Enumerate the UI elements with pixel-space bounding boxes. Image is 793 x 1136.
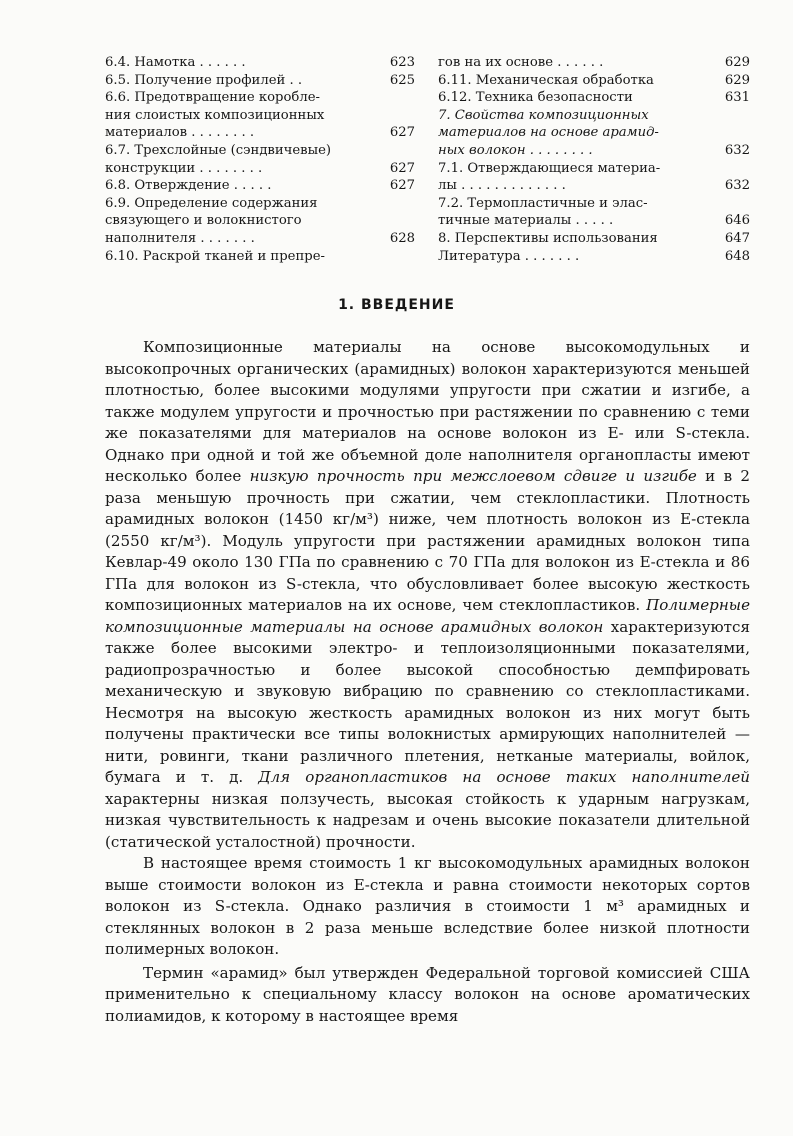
toc-entry-title: 6.10. Раскрой тканей и препре- [105, 248, 325, 264]
toc-left-column [105, 54, 415, 265]
toc-entry [105, 248, 415, 266]
toc-entry-page: 629 [724, 72, 750, 88]
toc-entry [438, 160, 750, 195]
toc-entry-title: 6.5. Получение профилей . . [105, 72, 303, 88]
italic-text-run: низкую прочность при межслоевом сдвиге и изгибе [249, 467, 697, 485]
toc-entry-page: 632 [724, 142, 750, 158]
toc-entry-page: 627 [389, 178, 415, 194]
toc-entry-title: 6.11. Механическая обработка [438, 72, 654, 88]
text-run: характеризуются также более высокими электро- и теплоизоляционными показателями, радиопрозрачностью и более высокой способностью демпфировать механическую и звуковую вибрацию по сравнению со стеклопластиками. Несмотря на высокую жесткость арамидных волокон из них могут быть получены практически все типы волокнистых армирующих наполнителей — нити, ровинги, ткани различного плетения, нетканые материалы, войлок, бумага и т. д. [105, 617, 750, 786]
toc-entry-page: 631 [724, 90, 750, 106]
toc-entry [438, 230, 750, 248]
body-text [105, 337, 750, 1027]
toc-entry [438, 195, 750, 230]
toc-entry [438, 54, 750, 72]
toc-entry-title: 6.6. Предотвращение коробле- ния слоистых композиционных материалов . . . . . . . . [105, 90, 325, 141]
toc-entry-title: 6.4. Намотка . . . . . . [105, 55, 246, 70]
toc-entry-title: 8. Перспективы использования [438, 230, 658, 246]
text-run: характерны низкая ползучесть, высокая стойкость к ударным нагрузкам, низкая чувствительность к надрезам и очень высокие показатели длительной (статической усталостной) прочности. [105, 789, 750, 851]
toc-entry-page: 648 [724, 248, 750, 264]
toc-entry-title: гов на их основе . . . . . . [438, 55, 604, 70]
toc-entry-title: 7. Свойства композиционных материалов на основе арамид- ных волокон . . . . . . . . [438, 107, 659, 158]
toc-entry-title: 7.1. Отверждающиеся материа- лы . . . . . . . . . . . . . [438, 160, 661, 194]
toc-entry-title: 7.2. Термопластичные и элас- тичные материалы . . . . . [438, 195, 648, 229]
toc-entry [438, 89, 750, 107]
toc-entry-page: 647 [724, 230, 750, 246]
toc-entry-page: 623 [389, 55, 415, 70]
toc-entry-page: 627 [389, 125, 415, 141]
toc-entry-page: 628 [389, 230, 415, 246]
toc-entry-page: 627 [389, 160, 415, 176]
toc-entry-page: 632 [724, 178, 750, 194]
toc-entry [105, 54, 415, 72]
toc-right-column [438, 54, 750, 265]
toc-entry-title: 6.9. Определение содержания связующего и волокнистого наполнителя . . . . . . . [105, 195, 318, 246]
table-of-contents [105, 54, 750, 265]
toc-entry-title: 6.8. Отверждение . . . . . [105, 178, 272, 194]
text-run: и в 2 раза меньшую прочность при сжатии, чем стеклопластики. Плотность арамидных волокон (1450 кг/м³) ниже, чем плотность волокон из Е-стекла (2550 кг/м³). Модуль упругости при растяжении арамидных волокон типа Кевлар-49 около 130 ГПа по сравнению с 70 ГПа для волокон из Е-стекла и 86 ГПа для волокон из S-стекла, что обусловливает более высокую жесткость композиционных материалов на их основе, чем стеклопластиков. [105, 467, 750, 614]
toc-entry [438, 107, 750, 160]
paragraph [105, 337, 750, 853]
toc-entry [105, 72, 415, 90]
toc-entry-page: 625 [389, 72, 415, 88]
toc-entry [105, 195, 415, 248]
section-heading: 1. ВВЕДЕНИЕ [338, 297, 455, 313]
paragraph: Термин «арамид» был утвержден Федеральной торговой комиссией США применительно к специальному классу волокон на основе ароматических полиамидов, к которому в настоящее время [105, 963, 750, 1025]
italic-text-run: Для органопластиков на основе таких наполнителей [258, 768, 750, 786]
italic-text-run: Полимерные композиционные материалы на основе арамидных волокон [105, 596, 750, 636]
toc-entry-page: 646 [724, 213, 750, 229]
toc-entry [438, 248, 750, 266]
toc-entry [105, 177, 415, 195]
paragraph: В настоящее время стоимость 1 кг высокомодульных арамидных волокон выше стоимости волокон из Е-стекла и равна стоимости некоторых сортов волокон из S-стекла. Однако различия в стоимости 1 м³ арамидных и стеклянных волокон в 2 раза меньше вследствие более низкой плотности полимерных волокон. [105, 854, 750, 958]
text-run: Композиционные материалы на основе высокомодульных и высокопрочных органических (арамидных) волокон характеризуются меньшей плотностью, более высокими модулями упругости при сжатии и изгибе, а также модулем упругости и прочностью при растяжении по сравнению с теми же показателями для материалов на основе волокон из Е- или S-стекла. Однако при одной и той же объемной доле наполнителя органопласты имеют несколько более [105, 338, 750, 485]
toc-entry-title: 6.7. Трехслойные (сэндвичевые) конструкции . . . . . . . . [105, 142, 332, 176]
toc-entry [105, 89, 415, 142]
toc-entry-title: 6.12. Техника безопасности [438, 90, 633, 106]
toc-entry [105, 142, 415, 177]
toc-entry-page: 629 [724, 55, 750, 70]
toc-entry [438, 72, 750, 90]
toc-entry-title: Литература . . . . . . . [438, 248, 580, 264]
